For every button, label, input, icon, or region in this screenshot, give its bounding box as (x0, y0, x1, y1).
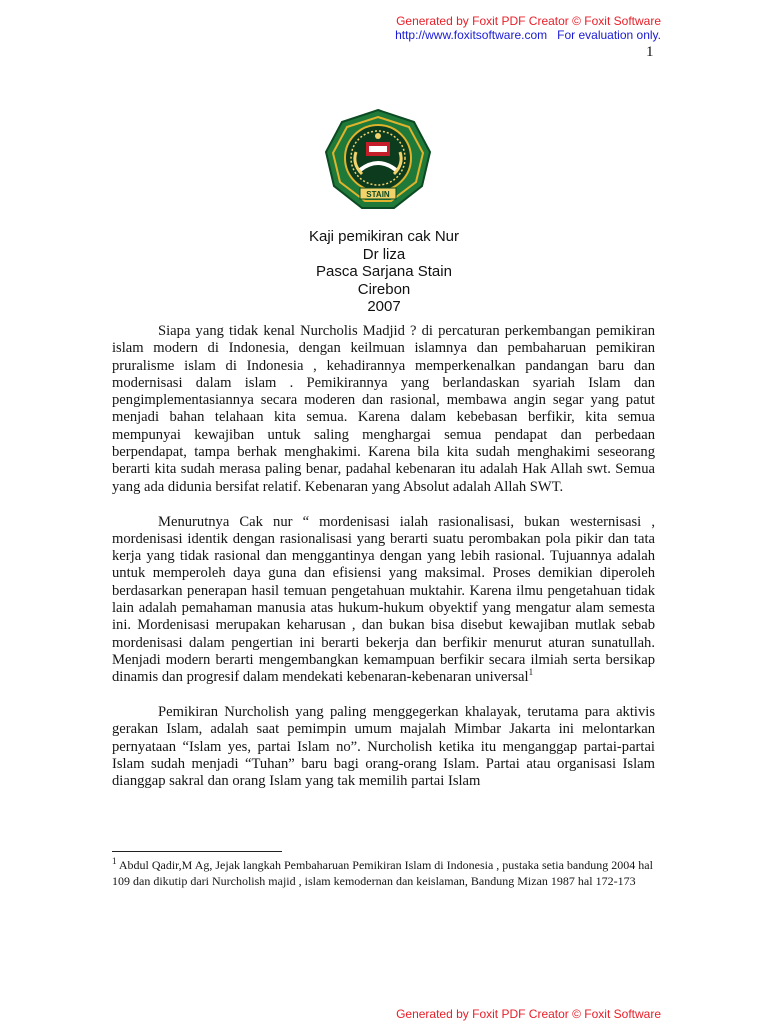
stain-cirebon-emblem-icon (322, 108, 434, 212)
institution-line: Pasca Sarjana Stain (316, 263, 452, 280)
paragraph-2 (112, 514, 655, 687)
watermark-url-link[interactable]: http://www.foxitsoftware.com (395, 28, 548, 42)
author-line: Dr liza (362, 245, 406, 263)
foxit-watermark-bottom (396, 1007, 661, 1021)
paragraph-3: Pemikiran Nurcholish yang paling menggegerkan khalayak, terutama para aktivis gerakan Islam, adalah saat pemimpin umum majalah Mimbar Jakarta ini melontarkan pernyataan “Islam yes, partai Islam no”. Nurcholish ketika itu menganggap partai-partai Islam sudah menjadi “Tuhan” baru bagi orang-orang Islam. Partai atau organisasi Islam dianggap sakral dan orang Islam yang tak memilih partai Islam (112, 704, 655, 790)
year-line: 2007 (367, 298, 401, 315)
paragraph-2-text: Menurutnya Cak nur “ mordenisasi ialah rasionalisasi, bukan westernisasi , mordenisasi identik dengan rasionalisasi yang berarti suatu perombakan pola pikir dan tata kerja yang tidak rasional dan menggantinya dengan yang lebih rasional. Tujuannya adalah untuk memperoleh daya guna dan efisiensi yang maksimal. Proses demikian diperoleh berdasarkan penerapan hasil temuan pengetahuan muktahir. Karena ilmu pengetahuan tidak lain adalah pemahaman manusia atas hukum-hukum obyektif yang mengatur alam semesta ini. Mordenisasi merupakan keharusan , dan bukan bisa disebut kewajiban mutlak sebab mordenisasi dalam pengertian ini berarti bekerja dan berfikir menurut aturan sunatullah. Menjadi modern berarti mengembangkan kemampuan berfikir secara ilmiah serta bersikap dinamis dan progresif dalam mendekati kebenaran-kebenaran universal (112, 513, 655, 686)
footnote-reference[interactable]: 1 (528, 667, 534, 678)
footnote-text: Abdul Qadir,M Ag, Jejak langkah Pembaharuan Pemikiran Islam di Indonesia , pustaka setia bandung 2004 hal 109 dan dikutip dari Nurcholish majid , islam kemodernan dan keislaman, Bandung Mizan 1987 hal 172-173 (112, 858, 653, 888)
watermark-generated-text: Generated by Foxit PDF Creator © Foxit Software (396, 14, 661, 28)
watermark-eval-text: For evaluation only. (557, 28, 661, 42)
emblem-banner-text: STAIN (366, 190, 390, 199)
footnote-marker: 1 (112, 856, 117, 866)
footnote (112, 857, 657, 889)
document-title-block (0, 228, 768, 316)
city-line: Cirebon (357, 280, 411, 298)
paragraph-1: Siapa yang tidak kenal Nurcholis Madjid ? di percaturan perkembangan pemikiran islam modern di Indonesia, dengan keilmuan islamnya dan pembaharuan pemikiran pruralisme islam di Indonesia , kehadirannya memperkenalkan pandangan baru dan modernisasi dalam islam . Pemikirannya yang berlandaskan syariah Islam dan pengimplementasiannya secara moderen dan rasional, membawa angin segar yang patut menjadi bahan telahaan kita semua. Karena dalam kebebasan berfikir, kita semua mempunyai kewajiban untuk saling menghargai semua pendapat dan perbedaan berpendapat, tampa berhak menghakimi. Karena bila kita sudah menghakimi seseorang berarti kita sudah merasa paling benar, padahal kebenaran itu adalah Hak Allah swt. Semua yang ada didunia bersifat relatif. Kebenaran yang Absolut adalah Allah SWT. (112, 323, 655, 495)
foxit-watermark-top (395, 14, 661, 42)
watermark-url-line (395, 28, 661, 42)
page-number: 1 (646, 44, 654, 60)
title-line: Kaji pemikiran cak Nur (308, 228, 460, 245)
footnote-divider (112, 851, 282, 852)
body-text (112, 323, 655, 808)
watermark-generated-text: Generated by Foxit PDF Creator © Foxit Software (396, 1007, 661, 1021)
